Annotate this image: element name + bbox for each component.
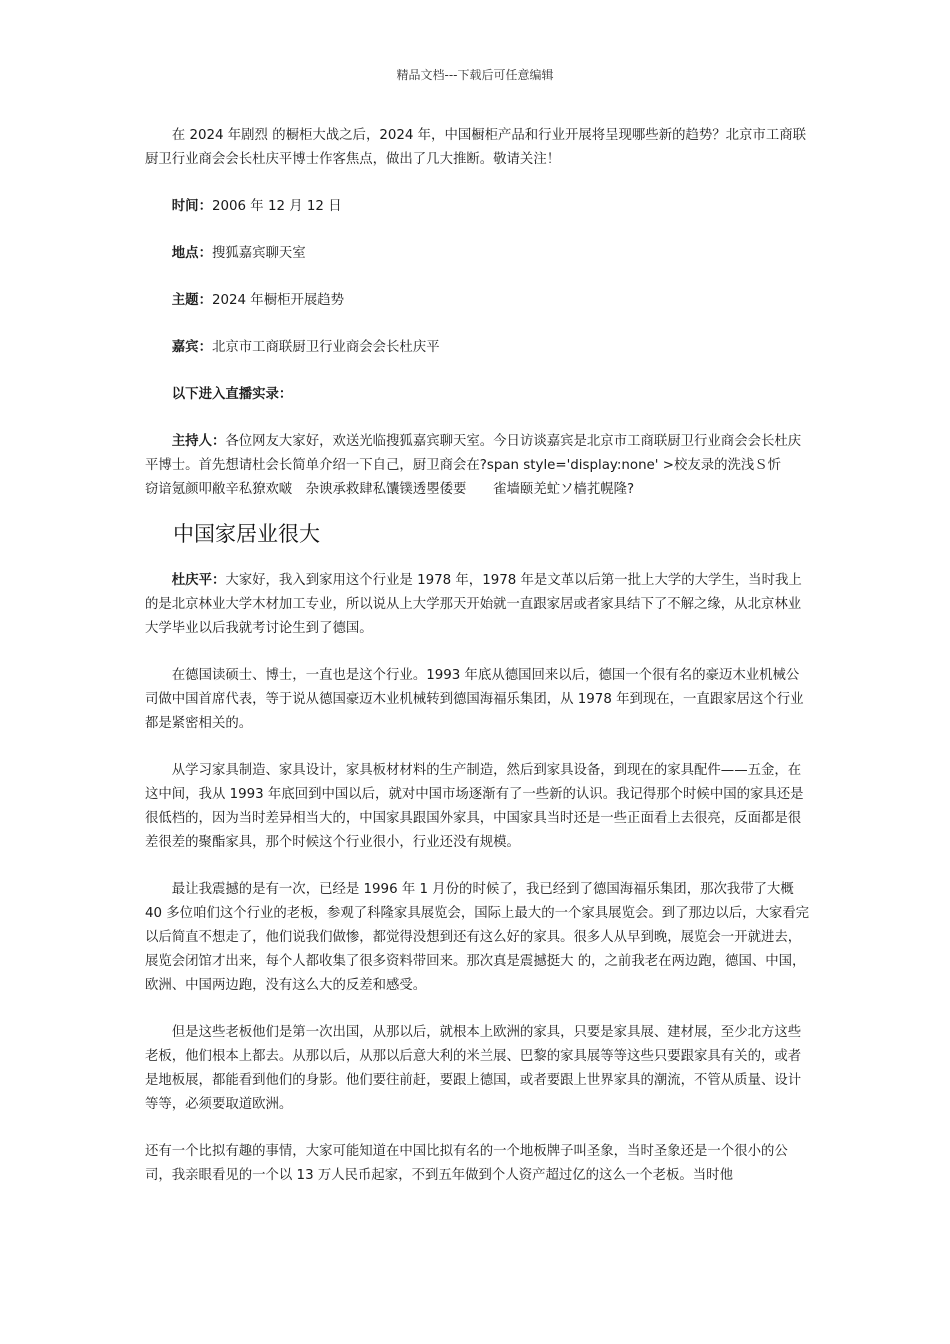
- time-label: 时间：: [171, 199, 212, 214]
- meta-place: [145, 242, 810, 266]
- dqp-text-1: 大家好，我入到家用这个行业是 1978 年，1978 年是文革以后第一批上大学的大学生，当时我上的是北京林业大学木材加工专业，所以说从上大学那天开始就一直跟家居或者家具结下了不解之缘，从北京林业大学毕业以后我就考讨论生到了德国。: [145, 573, 802, 636]
- host-paragraph: [145, 430, 822, 502]
- topic-label: 主题：: [171, 293, 212, 308]
- dqp-paragraph-2: 在德国读硕士、博士，一直也是这个行业。1993 年底从德国回来以后，德国一个很有名的豪迈木业机械公司做中国首席代表，等于说从德国豪迈木业机械转到德国海福乐集团，从 1978 年到现在，一直跟家居这个行业都是紧密相关的。: [145, 668, 804, 731]
- dqp-paragraph-6: 还有一个比拟有趣的事情，大家可能知道在中国比拟有名的一个地板牌子叫圣象，当时圣象还是一个很小的公司，我亲眼看见的一个以 13 万人民币起家，不到五年做到个人资产超过亿的这么一个老板。当时他: [145, 1144, 788, 1183]
- dqp-paragraph-5: 但是这些老板他们是第一次出国，从那以后，就根本上欧洲的家具，只要是家具展、建材展，至少北方这些老板，他们根本上都去。从那以后，从那以后意大利的米兰展、巴黎的家具展等等这些只要跟家具有关的，或者是地板展，都能看到他们的身影。他们要往前赶，要跟上德国，或者要跟上世界家具的潮流，不管从质量、设计等等，必须要取道欧洲。: [145, 1025, 802, 1112]
- dqp-paragraph-3: 从学习家具制造、家具设计，家具板材材料的生产制造，然后到家具设备，到现在的家具配件——五金，在这中间，我从 1993 年底回到中国以后，就对中国市场逐渐有了一些新的认识。我记得那个时候中国的家具还是很低档的，因为当时差异相当大的，中国家具跟国外家具，中国家具当时还是一些正面看上去很亮，反面都是很差很差的聚酯家具，那个时候这个行业很小，行业还没有规模。: [145, 763, 804, 850]
- guest-value: 北京市工商联厨卫行业商会会长杜庆平: [211, 340, 440, 355]
- meta-guest: [145, 336, 810, 360]
- document-body: [145, 124, 822, 1211]
- host-label: 主持人：: [171, 434, 226, 449]
- topic-value: 2024 年橱柜开展趋势: [211, 293, 345, 308]
- guest-label: 嘉宾：: [171, 340, 212, 355]
- place-label: 地点：: [171, 246, 212, 261]
- time-value: 2006 年 12 月 12 日: [211, 199, 342, 214]
- section-title: 中国家居业很大: [173, 522, 320, 546]
- meta-topic: [145, 289, 810, 313]
- page-header: 精品文档---下载后可任意编辑: [396, 68, 554, 82]
- dqp-paragraph-1: [145, 569, 810, 641]
- place-value: 搜狐嘉宾聊天室: [211, 246, 306, 261]
- live-label: 以下进入直播实录：: [171, 387, 293, 402]
- meta-time: [145, 195, 810, 219]
- intro-paragraph: 在 2024 年剧烈 的橱柜大战之后，2024 年，中国橱柜产品和行业开展将呈现哪些新的趋势？北京市工商联厨卫行业商会会长杜庆平博士作客焦点，做出了几大推断。敬请关注！: [145, 128, 806, 167]
- host-text: 各位网友大家好，欢送光临搜狐嘉宾聊天室。今日访谈嘉宾是北京市工商联厨卫行业商会会长杜庆平博士。首先想请杜会长简单介绍一下自己，厨卫商会在?span style='display:none' >校友录的洗浅Ｓ忻 窃谙氪颜叩敝辛私獠欢啵 杂谀承救肆私馕镤透瞾倭要 雀墙颐羌虻ソ樯芤幌隆?: [145, 434, 822, 497]
- dqp-label: 杜庆平：: [171, 573, 226, 588]
- dqp-paragraph-4: 最让我震撼的是有一次，已经是 1996 年 1 月份的时候了，我已经到了德国海福乐集团，那次我带了大概 40 多位咱们这个行业的老板，参观了科隆家具展览会，国际上最大的一个家具展览会。到了那边以后，大家看完以后简直不想走了，他们说我们做惨，都觉得没想到还有这么好的家具。很多人从早到晚，展览会一开就进去，展览会闭馆才出来，每个人都收集了很多资料带回来。那次真是震撼挺大 的，之前我老在两边跑，德国、中国，欧洲、中国两边跑，没有这么大的反差和感受。: [145, 882, 810, 993]
